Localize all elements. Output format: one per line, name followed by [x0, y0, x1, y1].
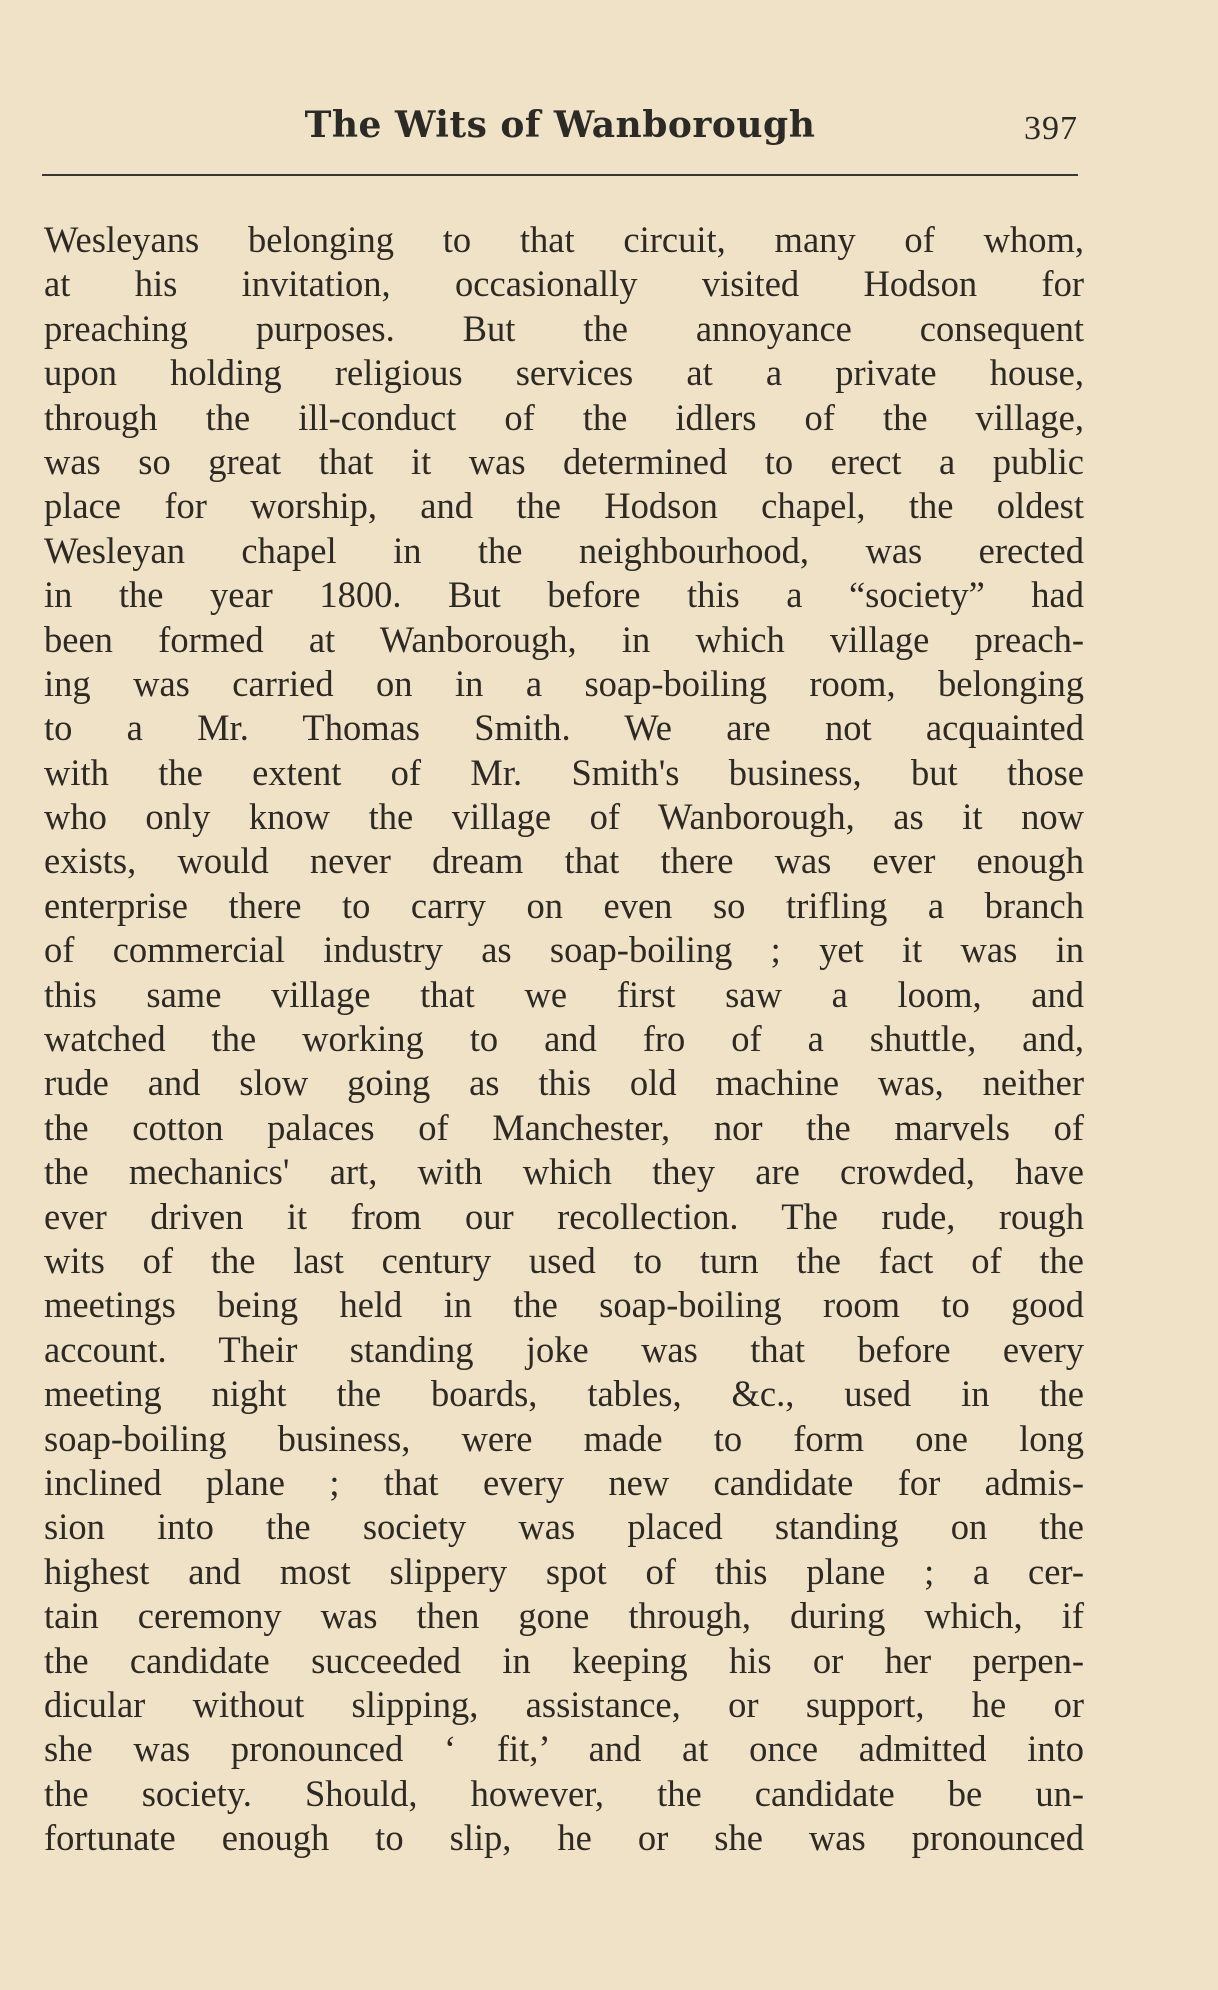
- text-line: wits of the last century used to turn the fact of the: [44, 1239, 1084, 1281]
- text-line: dicular without slipping, assistance, or support, he or: [44, 1683, 1084, 1725]
- text-line: the candidate succeeded in keeping his or her perpen-: [44, 1639, 1084, 1681]
- text-line: upon holding religious services at a private house,: [44, 352, 1084, 394]
- text-line: place for worship, and the Hodson chapel, the oldest: [44, 485, 1084, 527]
- text-line: rude and slow going as this old machine was, neither: [44, 1062, 1084, 1104]
- text-line: to a Mr. Thomas Smith. We are not acquainted: [44, 707, 1084, 749]
- text-line: at his invitation, occasionally visited Hodson for: [44, 263, 1084, 305]
- text-line: Wesleyan chapel in the neighbourhood, was erected: [44, 529, 1084, 571]
- page-number: 397: [1024, 110, 1078, 147]
- running-title: The Wits of Wanborough: [304, 104, 816, 146]
- body-text: [44, 218, 1084, 1860]
- text-line: ever driven it from our recollection. The rude, rough: [44, 1195, 1084, 1237]
- text-line: the cotton palaces of Manchester, nor the marvels of: [44, 1106, 1084, 1148]
- text-line: with the extent of Mr. Smith's business, but those: [44, 751, 1084, 793]
- text-line: highest and most slippery spot of this plane ; a cer-: [44, 1550, 1084, 1592]
- running-head: [40, 100, 1080, 160]
- text-line: tain ceremony was then gone through, during which, if: [44, 1595, 1084, 1637]
- text-line: Wesleyans belonging to that circuit, many of whom,: [44, 219, 1084, 260]
- text-line: in the year 1800. But before this a “society” had: [44, 574, 1084, 616]
- text-line: meetings being held in the soap-boiling room to good: [44, 1284, 1084, 1326]
- text-line: through the ill-conduct of the idlers of the village,: [44, 396, 1084, 438]
- text-line: meeting night the boards, tables, &c., used in the: [44, 1373, 1084, 1415]
- text-line: enterprise there to carry on even so trifling a branch: [44, 884, 1084, 926]
- text-line: was so great that it was determined to erect a public: [44, 440, 1084, 482]
- text-line: preaching purposes. But the annoyance consequent: [44, 307, 1084, 349]
- text-line: account. Their standing joke was that before every: [44, 1328, 1084, 1370]
- text-line: she was pronounced ‘ fit,’ and at once admitted into: [44, 1728, 1084, 1770]
- text-line: the mechanics' art, with which they are crowded, have: [44, 1151, 1084, 1193]
- text-line: exists, would never dream that there was ever enough: [44, 840, 1084, 882]
- text-line: ing was carried on in a soap-boiling room, belonging: [44, 662, 1084, 704]
- text-line: inclined plane ; that every new candidate for admis-: [44, 1461, 1084, 1503]
- text-line: been formed at Wanborough, in which village preach-: [44, 618, 1084, 660]
- text-line: who only know the village of Wanborough, as it now: [44, 796, 1084, 838]
- text-line: this same village that we first saw a loom, and: [44, 973, 1084, 1015]
- header-rule: [42, 174, 1078, 176]
- text-line: of commercial industry as soap-boiling ; yet it was in: [44, 929, 1084, 971]
- text-line: watched the working to and fro of a shuttle, and,: [44, 1018, 1084, 1060]
- text-line: fortunate enough to slip, he or she was pronounced: [44, 1817, 1084, 1859]
- text-line: sion into the society was placed standing on the: [44, 1506, 1084, 1548]
- text-line: the society. Should, however, the candidate be un-: [44, 1772, 1084, 1814]
- text-line: soap-boiling business, were made to form one long: [44, 1417, 1084, 1459]
